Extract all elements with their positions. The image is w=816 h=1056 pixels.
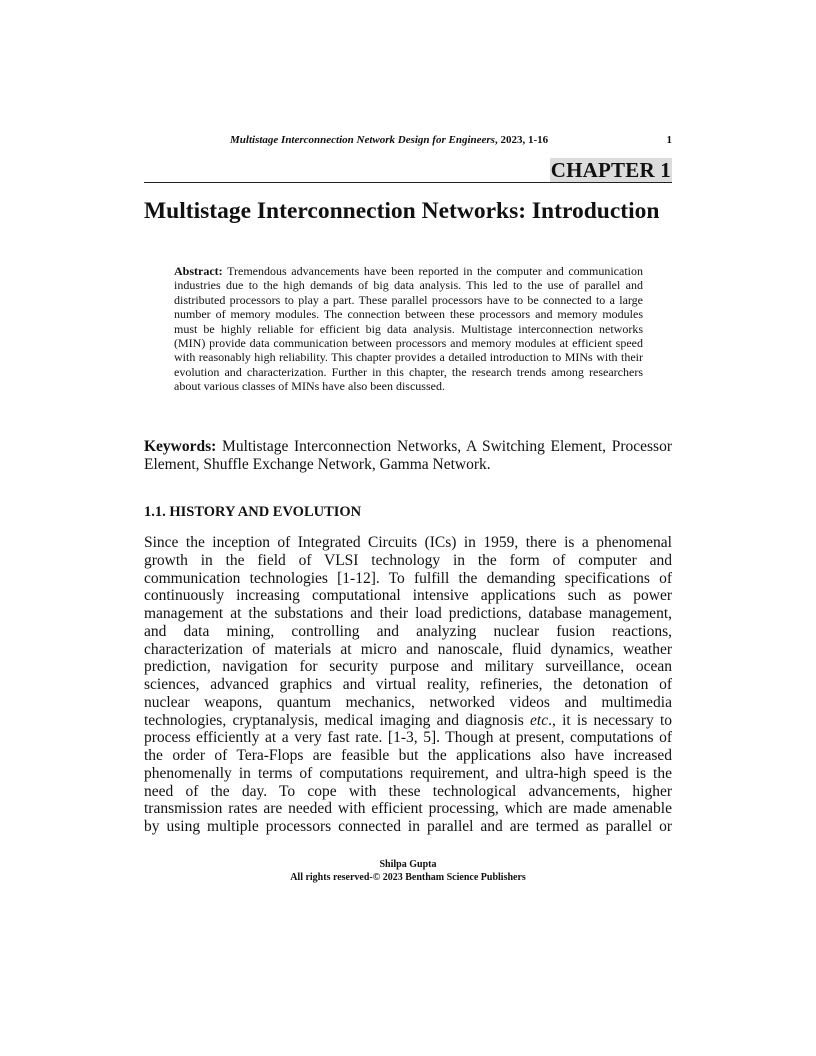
body-line: phenomenally in terms of computations requirement, and ultra-high speed is the bbox=[144, 764, 672, 782]
keywords-label: Keywords: bbox=[144, 438, 217, 455]
abstract-label: Abstract: bbox=[174, 264, 223, 278]
body-line: the order of Tera-Flops are feasible but the applications also have increased bbox=[144, 747, 672, 764]
body-line: prediction, navigation for security purpose and military surveillance, ocean bbox=[144, 658, 672, 676]
abstract-text: Tremendous advancements have been reported in the computer and communication industries due to the high demands of big data analysis. This led to the use of parallel and distributed processors to play a part. These parallel processors have to be connected to a large number of memory modules. The connection between these processors and memory modules must be highly reliable for efficient big data analysis. Multistage interconnection networks (MIN) provide data communication between processors and memory modules at efficient speed with reasonably high reliability. This chapter provides a detailed introduction to MINs with their evolution and characterization. Further in this chapter, the research trends among researchers about various classes of MINs have also been discussed. bbox=[174, 264, 643, 394]
page-number: 1 bbox=[666, 134, 672, 146]
body-italic-etc: etc bbox=[530, 711, 549, 729]
running-header-citation bbox=[230, 133, 548, 147]
body-line: continuously increasing computational intensive applications such as power bbox=[144, 587, 672, 605]
body-line: characterization of materials at micro and nanoscale, fluid dynamics, weather bbox=[144, 640, 672, 658]
chapter-label: CHAPTER 1 bbox=[550, 158, 671, 182]
page-footer bbox=[144, 858, 672, 884]
section-body bbox=[144, 534, 672, 836]
body-line: need of the day. To cope with these technological advancements, higher bbox=[144, 782, 672, 800]
body-line-with-italic bbox=[144, 712, 672, 730]
keywords-text: Multistage Interconnection Networks, A Switching Element, Processor Element, Shuffle Exchange Network, Gamma Network. bbox=[144, 438, 673, 473]
chapter-title: Multistage Interconnection Networks: Introduction bbox=[144, 198, 660, 224]
body-line-tail: ., it is necessary to bbox=[548, 711, 672, 729]
body-line: transmission rates are needed with efficient processing, which are made amenable bbox=[144, 800, 672, 818]
chapter-divider bbox=[144, 182, 672, 183]
abstract bbox=[174, 264, 643, 394]
body-line: by using multiple processors connected in parallel and are termed as parallel or bbox=[144, 818, 672, 835]
footer-rights: All rights reserved-© 2023 Bentham Science Publishers bbox=[290, 872, 526, 883]
body-line: sciences, advanced graphics and virtual reality, refineries, the detonation of bbox=[144, 676, 672, 693]
journal-suffix: , 2023, 1-16 bbox=[494, 134, 549, 146]
body-line: communication technologies [1-12]. To fulfill the demanding specifications of bbox=[144, 569, 672, 587]
body-line-text: technologies, cryptanalysis, medical imaging and diagnosis bbox=[144, 711, 524, 729]
keywords bbox=[144, 438, 672, 474]
body-line: nuclear weapons, quantum mechanics, networked videos and multimedia bbox=[144, 693, 672, 711]
body-line: management at the substations and their load predictions, database management, bbox=[144, 605, 672, 622]
body-line: Since the inception of Integrated Circuits (ICs) in 1959, there is a phenomenal bbox=[144, 534, 672, 551]
journal-title: Multistage Interconnection Network Design for Engineers bbox=[230, 134, 495, 146]
body-line: growth in the field of VLSI technology in the form of computer and bbox=[144, 551, 672, 569]
section-heading: 1.1. HISTORY AND EVOLUTION bbox=[144, 504, 362, 520]
body-line: and data mining, controlling and analyzing nuclear fusion reactions, bbox=[144, 622, 672, 640]
footer-author: Shilpa Gupta bbox=[379, 859, 437, 870]
body-line: process efficiently at a very fast rate. [1-3, 5]. Though at present, computations of bbox=[144, 729, 672, 747]
